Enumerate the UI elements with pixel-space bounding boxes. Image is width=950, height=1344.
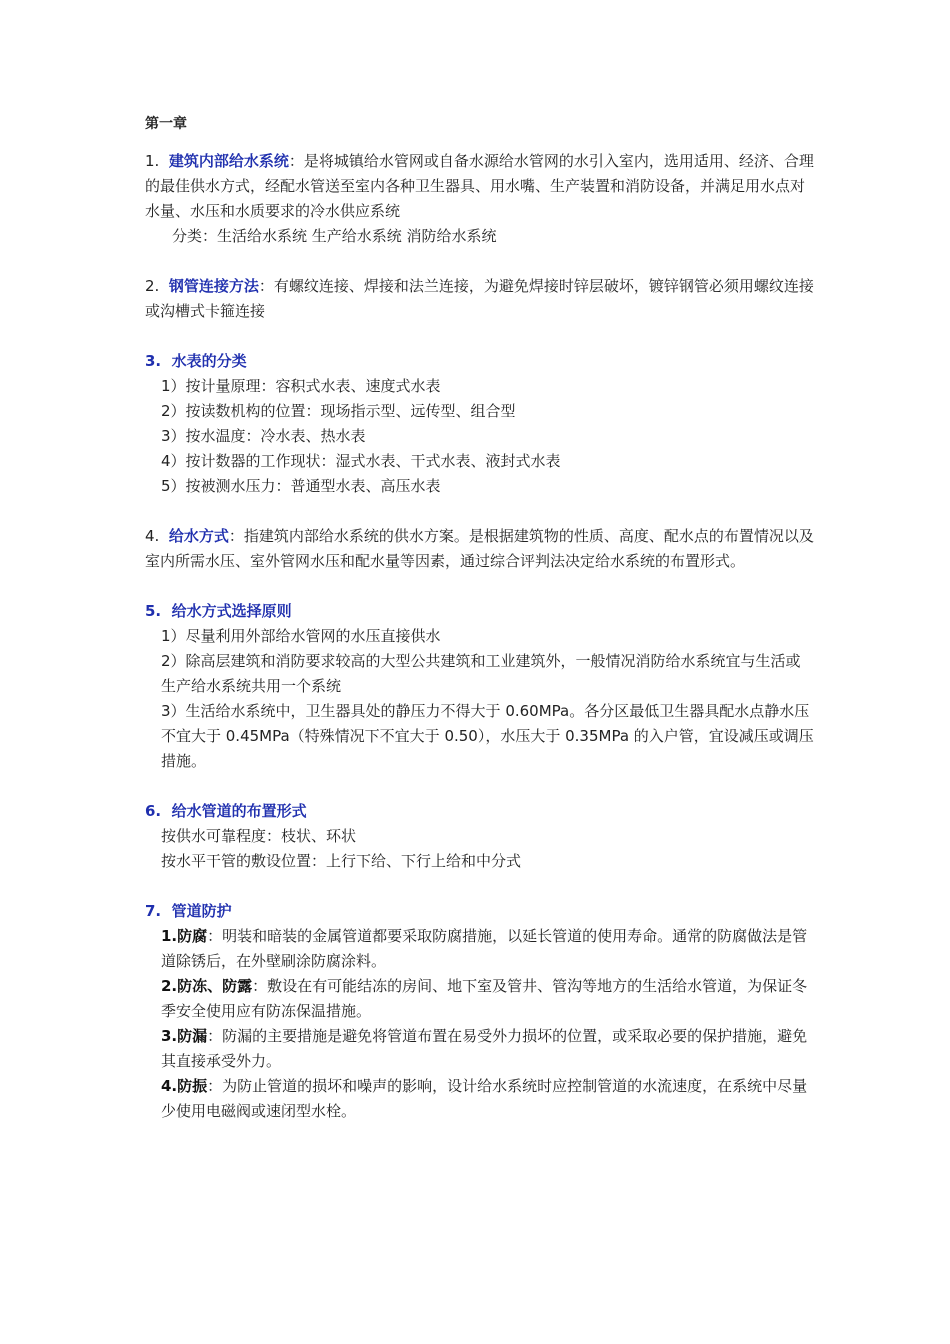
list-item: 按供水可靠程度：枝状、环状 bbox=[161, 827, 357, 845]
section-6-heading bbox=[145, 799, 815, 824]
document-page bbox=[145, 112, 815, 1149]
section-1-classification: 分类：生活给水系统 生产给水系统 消防给水系统 bbox=[172, 227, 497, 245]
item-text: 为防止管道的损坏和噪声的影响，设计给水系统时应控制管道的水流速度，在系统中尽量少使用电磁阀或速闭型水栓。 bbox=[161, 1077, 808, 1120]
section-2-term: 钢管连接方法 bbox=[168, 277, 259, 295]
section-1-term: 建筑内部给水系统 bbox=[168, 152, 289, 170]
section-7 bbox=[145, 899, 815, 1124]
item-colon: ： bbox=[207, 927, 223, 945]
list-item bbox=[145, 1074, 815, 1124]
list-item: 1）尽量利用外部给水管网的水压直接供水 bbox=[161, 627, 441, 645]
list-item: 3）生活给水系统中，卫生器具处的静压力不得大于 0.60MPa。各分区最低卫生器具配水点静水压不宜大于 0.45MPa（特殊情况下不宜大于 0.50），水压大于 0.35MPa 的入户管，宜设减压或调压措施。 bbox=[161, 702, 814, 770]
section-7-heading bbox=[145, 899, 815, 924]
section-5 bbox=[145, 599, 815, 774]
section-2 bbox=[145, 274, 815, 324]
list-item bbox=[145, 924, 815, 974]
item-number: 3. bbox=[161, 1027, 178, 1045]
section-4 bbox=[145, 524, 815, 574]
section-6-number: 6. bbox=[145, 802, 162, 820]
item-colon: ： bbox=[207, 1027, 223, 1045]
item-colon: ： bbox=[252, 977, 268, 995]
list-item: 按水平干管的敷设位置：上行下给、下行上给和中分式 bbox=[161, 852, 522, 870]
section-1 bbox=[145, 149, 815, 249]
section-3-title: 水表的分类 bbox=[171, 352, 247, 370]
section-4-term: 给水方式 bbox=[168, 527, 229, 545]
section-4-colon: ： bbox=[228, 527, 244, 545]
list-item: 2）除高层建筑和消防要求较高的大型公共建筑和工业建筑外，一般情况消防给水系统宜与生活或生产给水系统共用一个系统 bbox=[161, 652, 801, 695]
list-item: 2）按读数机构的位置：现场指示型、远传型、组合型 bbox=[161, 402, 516, 420]
section-2-colon: ： bbox=[258, 277, 274, 295]
item-label: 防漏 bbox=[177, 1027, 208, 1045]
chapter-title: 第一章 bbox=[145, 116, 187, 132]
list-item: 4）按计数器的工作现状：湿式水表、干式水表、液封式水表 bbox=[161, 452, 561, 470]
section-4-text: 指建筑内部给水系统的供水方案。是根据建筑物的性质、高度、配水点的布置情况以及室内所需水压、室外管网水压和配水量等因素，通过综合评判法决定给水系统的布置形式。 bbox=[145, 527, 814, 570]
list-item: 5）按被测水压力：普通型水表、高压水表 bbox=[161, 477, 441, 495]
section-5-heading bbox=[145, 599, 815, 624]
section-2-number: 2. bbox=[145, 277, 160, 295]
section-1-colon: ： bbox=[288, 152, 304, 170]
section-1-text: 是将城镇给水管网或自备水源给水管网的水引入室内，选用适用、经济、合理的最佳供水方式，经配水管送至室内各种卫生器具、用水嘴、生产装置和消防设备，并满足用水点对水量、水压和水质要求的冷水供应系统 bbox=[145, 152, 814, 220]
item-colon: ： bbox=[207, 1077, 223, 1095]
item-label: 防冻、防露 bbox=[177, 977, 253, 995]
section-4-paragraph bbox=[145, 524, 815, 574]
list-item: 1）按计量原理：容积式水表、速度式水表 bbox=[161, 377, 441, 395]
item-text: 防漏的主要措施是避免将管道布置在易受外力损坏的位置，或采取必要的保护措施，避免其直接承受外力。 bbox=[161, 1027, 808, 1070]
section-5-title: 给水方式选择原则 bbox=[171, 602, 292, 620]
section-3 bbox=[145, 349, 815, 499]
section-1-paragraph bbox=[145, 149, 815, 224]
item-text: 明装和暗装的金属管道都要采取防腐措施，以延长管道的使用寿命。通常的防腐做法是管道除锈后，在外壁刷涂防腐涂料。 bbox=[161, 927, 808, 970]
item-text: 敷设在有可能结冻的房间、地下室及管井、管沟等地方的生活给水管道，为保证冬季安全使用应有防冻保温措施。 bbox=[161, 977, 808, 1020]
list-item bbox=[145, 974, 815, 1024]
section-5-number: 5. bbox=[145, 602, 162, 620]
section-1-number: 1. bbox=[145, 152, 160, 170]
item-number: 2. bbox=[161, 977, 178, 995]
list-item: 3）按水温度：冷水表、热水表 bbox=[161, 427, 366, 445]
list-item bbox=[145, 1024, 815, 1074]
section-7-title: 管道防护 bbox=[171, 902, 232, 920]
section-4-number: 4. bbox=[145, 527, 160, 545]
section-6-title: 给水管道的布置形式 bbox=[171, 802, 307, 820]
section-3-number: 3. bbox=[145, 352, 162, 370]
item-label: 防振 bbox=[177, 1077, 208, 1095]
section-3-heading bbox=[145, 349, 815, 374]
section-2-paragraph bbox=[145, 274, 815, 324]
section-2-text: 有螺纹连接、焊接和法兰连接，为避免焊接时锌层破坏，镀锌钢管必须用螺纹连接或沟槽式卡箍连接 bbox=[145, 277, 814, 320]
section-7-number: 7. bbox=[145, 902, 162, 920]
item-label: 防腐 bbox=[177, 927, 208, 945]
item-number: 1. bbox=[161, 927, 178, 945]
section-6 bbox=[145, 799, 815, 874]
item-number: 4. bbox=[161, 1077, 178, 1095]
